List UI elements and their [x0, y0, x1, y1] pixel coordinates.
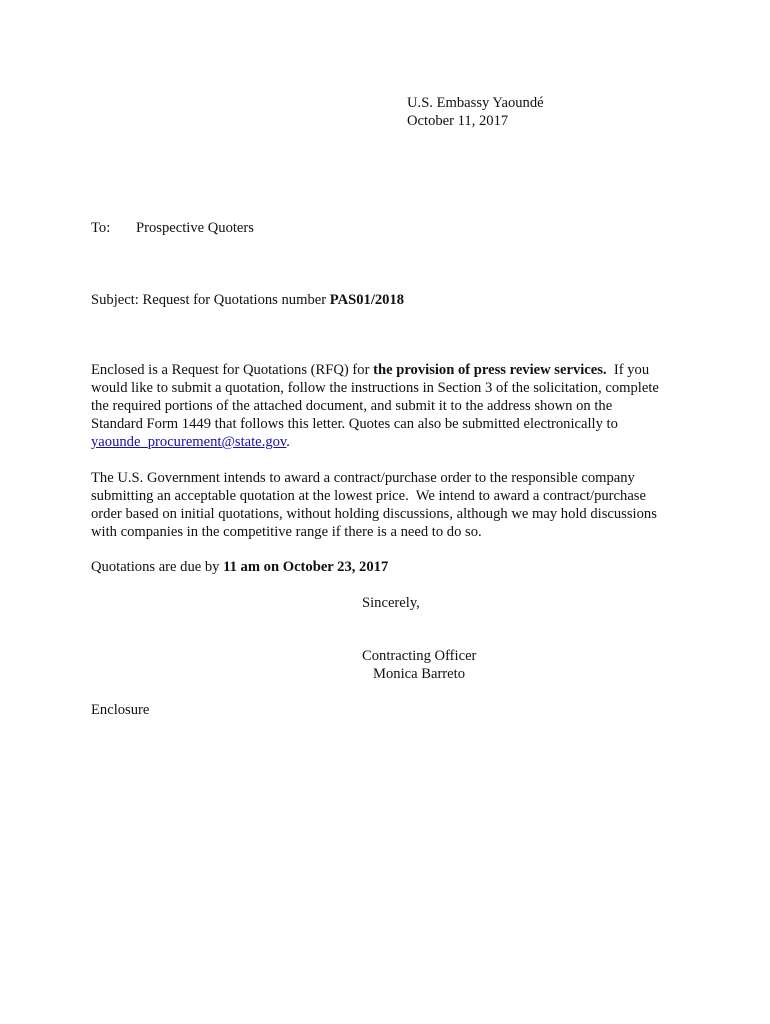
paragraph-line: with companies in the competitive range if there is a need to do so.: [91, 524, 482, 540]
signatory-title: Contracting Officer: [362, 648, 477, 664]
paragraph-line: [91, 433, 691, 451]
to-label: To:: [91, 220, 111, 236]
text-run: Enclosed is a Request for Quotations (RFQ) for: [91, 362, 374, 378]
subject-line: [91, 291, 404, 309]
paragraph-line: would like to submit a quotation, follow the instructions in Section 3 of the solicitation, complete: [91, 380, 659, 396]
paragraph-line: The U.S. Government intends to award a contract/purchase order to the responsible company: [91, 470, 635, 486]
sender-organization: U.S. Embassy Yaoundé: [407, 95, 544, 111]
text-run: .: [286, 434, 290, 450]
closing-salutation: Sincerely,: [362, 595, 420, 611]
text-run: If you: [606, 362, 650, 378]
paragraph-line: order based on initial quotations, without holding discussions, although we may hold discussions: [91, 506, 657, 522]
paragraph-line: the required portions of the attached document, and submit it to the address shown on the: [91, 398, 613, 414]
procurement-email-link[interactable]: yaounde_procurement@state.gov: [91, 434, 287, 450]
service-description: the provision of press review services.: [373, 362, 607, 378]
paragraph-line: submitting an acceptable quotation at the lowest price. We intend to award a contract/purchase: [91, 488, 646, 504]
paragraph-line: [91, 361, 691, 379]
to-recipient: Prospective Quoters: [136, 220, 254, 236]
paragraph-rfq-intro: [91, 361, 691, 451]
text-run: Quotations are due by: [91, 559, 224, 575]
subject-label: Subject: Request for Quotations number: [91, 292, 330, 308]
due-date-line: [91, 558, 388, 576]
paragraph-line: Standard Form 1449 that follows this letter. Quotes can also be submitted electronically to: [91, 416, 618, 432]
letter-date: October 11, 2017: [407, 113, 509, 129]
signatory-name: Monica Barreto: [373, 666, 465, 682]
enclosure-label: Enclosure: [91, 702, 150, 718]
due-deadline: 11 am on October 23, 2017: [223, 559, 389, 575]
rfq-number: PAS01/2018: [329, 292, 405, 308]
paragraph-award-intent: [91, 469, 691, 541]
